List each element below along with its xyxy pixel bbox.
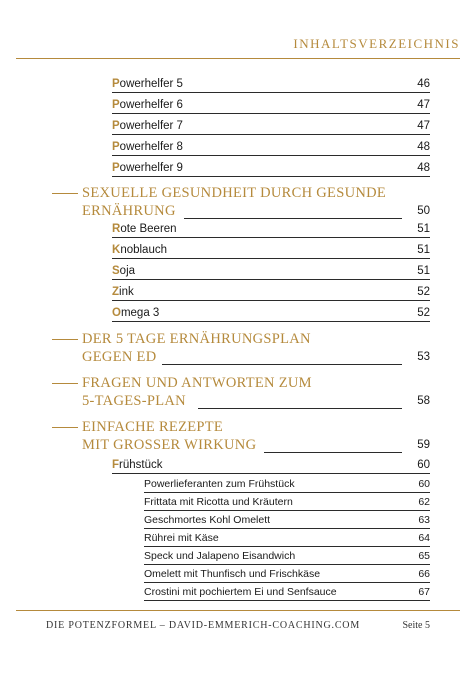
toc-entry-powerhelfer-8[interactable] xyxy=(112,137,430,156)
entry-label: Crostini mit pochiertem Ei und Senfsauce xyxy=(144,586,337,598)
page-number: Seite 5 xyxy=(402,620,430,631)
toc-entry-powerhelfer-6[interactable] xyxy=(112,95,430,114)
footer-rule xyxy=(16,610,460,611)
entry-label: owerhelfer 7 xyxy=(119,120,183,132)
toc-entry-zink[interactable] xyxy=(112,282,430,301)
toc-entry-omega-3[interactable] xyxy=(112,303,430,322)
entry-label: mega 3 xyxy=(120,307,160,319)
section-leader-rule xyxy=(264,452,402,453)
section-title-line2: GEGEN ED xyxy=(82,349,157,365)
toc-entry-powerhelfer-7[interactable] xyxy=(112,116,430,135)
section-leader-rule xyxy=(198,408,402,409)
section-title-line1: EINFACHE REZEPTE xyxy=(82,419,224,435)
entry-initial: P xyxy=(112,162,120,174)
section-dash xyxy=(52,193,78,194)
entry-label: Speck und Jalapeno Eisandwich xyxy=(144,550,296,562)
toc-subentry[interactable] xyxy=(144,584,430,601)
toc-subentry[interactable] xyxy=(144,512,430,529)
toc-entry-rote-beeren[interactable] xyxy=(112,219,430,238)
entry-page: 52 xyxy=(417,307,430,319)
entry-page: 62 xyxy=(418,496,430,508)
entry-page: 46 xyxy=(417,78,430,90)
header-title: INHALTSVERZEICHNIS xyxy=(293,36,460,51)
section-title-line1: DER 5 TAGE ERNÄHRUNGSPLAN xyxy=(82,331,311,347)
section-dash xyxy=(52,339,78,340)
header-rule xyxy=(16,58,460,59)
entry-initial: P xyxy=(112,120,120,132)
toc-subentry[interactable] xyxy=(144,476,430,493)
entry-page: 60 xyxy=(417,459,430,471)
entry-page: 47 xyxy=(417,120,430,132)
entry-initial: K xyxy=(112,244,121,256)
entry-page: 66 xyxy=(418,568,430,580)
section-page: 53 xyxy=(417,351,430,363)
toc-entry-knoblauch[interactable] xyxy=(112,240,430,259)
entry-page: 51 xyxy=(417,223,430,235)
entry-initial: S xyxy=(112,265,120,277)
entry-label: owerhelfer 8 xyxy=(119,141,183,153)
entry-page: 48 xyxy=(417,162,430,174)
entry-label: Geschmortes Kohl Omelett xyxy=(144,514,271,526)
section-title-line1: FRAGEN UND ANTWORTEN ZUM xyxy=(82,375,312,391)
section-page: 58 xyxy=(417,395,430,407)
entry-page: 48 xyxy=(417,141,430,153)
toc-entry-powerhelfer-9[interactable] xyxy=(112,158,430,177)
toc-subentry[interactable] xyxy=(144,530,430,547)
toc-section-einfache-rezepte[interactable] xyxy=(52,419,430,459)
toc-subentry[interactable] xyxy=(144,548,430,565)
entry-initial: Z xyxy=(112,286,120,298)
entry-label: Rührei mit Käse xyxy=(144,532,219,544)
entry-label: ink xyxy=(119,286,134,298)
entry-initial: F xyxy=(112,459,120,471)
entry-label: Omelett mit Thunfisch und Frischkäse xyxy=(144,568,321,580)
entry-label: Powerlieferanten zum Frühstück xyxy=(144,478,295,490)
section-title-line2: 5-TAGES-PLAN xyxy=(82,393,186,409)
entry-page: 65 xyxy=(418,550,430,562)
entry-label: owerhelfer 5 xyxy=(119,78,183,90)
entry-page: 47 xyxy=(417,99,430,111)
entry-page: 52 xyxy=(417,286,430,298)
entry-page: 67 xyxy=(418,586,430,598)
entry-label: rühstück xyxy=(119,459,163,471)
toc-entry-fruehstueck[interactable] xyxy=(112,455,430,474)
section-page: 50 xyxy=(417,205,430,217)
entry-page: 64 xyxy=(418,532,430,544)
section-title-line2: ERNÄHRUNG xyxy=(82,203,176,219)
entry-page: 60 xyxy=(418,478,430,490)
section-dash xyxy=(52,383,78,384)
entry-page: 63 xyxy=(418,514,430,526)
footer-title: DIE POTENZFORMEL – DAVID-EMMERICH-COACHING.COM xyxy=(46,620,361,631)
toc-section-fragen-antworten[interactable] xyxy=(52,375,430,415)
toc-subentry[interactable] xyxy=(144,494,430,511)
toc-section-5-tage-plan[interactable] xyxy=(52,331,430,371)
section-leader-rule xyxy=(162,364,402,365)
toc-entry-powerhelfer-5[interactable] xyxy=(112,74,430,93)
section-page: 59 xyxy=(417,439,430,451)
entry-initial: P xyxy=(112,99,120,111)
entry-page: 51 xyxy=(417,265,430,277)
section-title-line2: MIT GROSSER WIRKUNG xyxy=(82,437,257,453)
section-dash xyxy=(52,427,78,428)
section-title-line1: SEXUELLE GESUNDHEIT DURCH GESUNDE xyxy=(82,185,387,201)
entry-label: Frittata mit Ricotta und Kräutern xyxy=(144,496,293,508)
toc-subentry[interactable] xyxy=(144,566,430,583)
entry-initial: P xyxy=(112,141,120,153)
entry-initial: O xyxy=(112,307,121,319)
toc-entry-soja[interactable] xyxy=(112,261,430,280)
entry-label: owerhelfer 6 xyxy=(119,99,183,111)
entry-initial: R xyxy=(112,223,121,235)
entry-label: ote Beeren xyxy=(120,223,177,235)
entry-label: owerhelfer 9 xyxy=(119,162,183,174)
entry-label: oja xyxy=(119,265,136,277)
entry-label: noblauch xyxy=(120,244,167,256)
entry-page: 51 xyxy=(417,244,430,256)
entry-initial: P xyxy=(112,78,120,90)
